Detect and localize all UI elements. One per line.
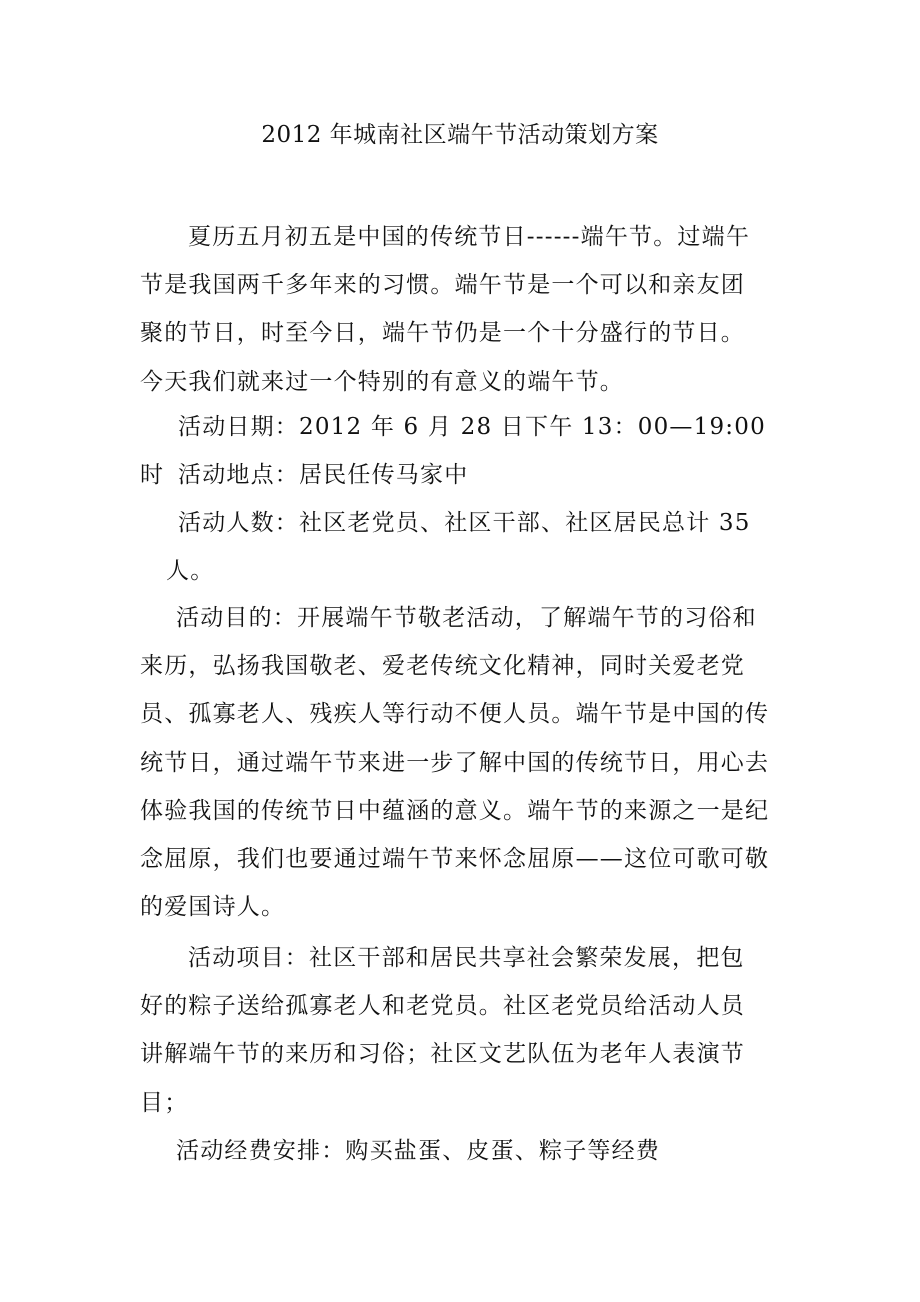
activity-participants: 活动人数：社区老党员、社区干部、社区居民总计 35 [178, 510, 751, 536]
activity-purpose: 活动目的：开展端午节敬老活动，了解端午节的习俗和来历，弘扬我国敬老、爱老传统文化精神，同时关爱老党员、孤寡老人、残疾人等行动不便人员。端午节是中国的传统节日，通过端午节来进一步了解中国的传统节日，用心去体验我国的传统节日中蕴涵的意义。端午节的来源之一是纪念屈原，我们也要通过端午节来怀念屈原——这位可歌可敬的爱国诗人。 [140, 605, 770, 921]
document-title: 2012 年城南社区端午节活动策划方案 [261, 122, 659, 148]
activity-budget: 活动经费安排：购买盐蛋、皮蛋、粽子等经费 [176, 1138, 660, 1164]
intro-paragraph: 夏历五月初五是中国的传统节日------端午节。过端午节是我国两千多年来的习惯。端午节是一个可以和亲友团聚的节日，时至今日，端午节仍是一个十分盛行的节日。今天我们就来过一个特别的有意义的端午节。 [140, 224, 751, 395]
activity-place: 活动地点：居民任传马家中 [178, 462, 469, 488]
activity-projects: 活动项目：社区干部和居民共享社会繁荣发展，把包好的粽子送给孤寡老人和老党员。社区老党员给活动人员讲解端午节的来历和习俗；社区文艺队伍为老年人表演节目； [140, 945, 745, 1116]
activity-date: 活动日期：2012 年 6 月 28 日下午 13：00—19:00 时 [140, 414, 766, 489]
activity-participants-continued: 人。 [166, 558, 215, 584]
